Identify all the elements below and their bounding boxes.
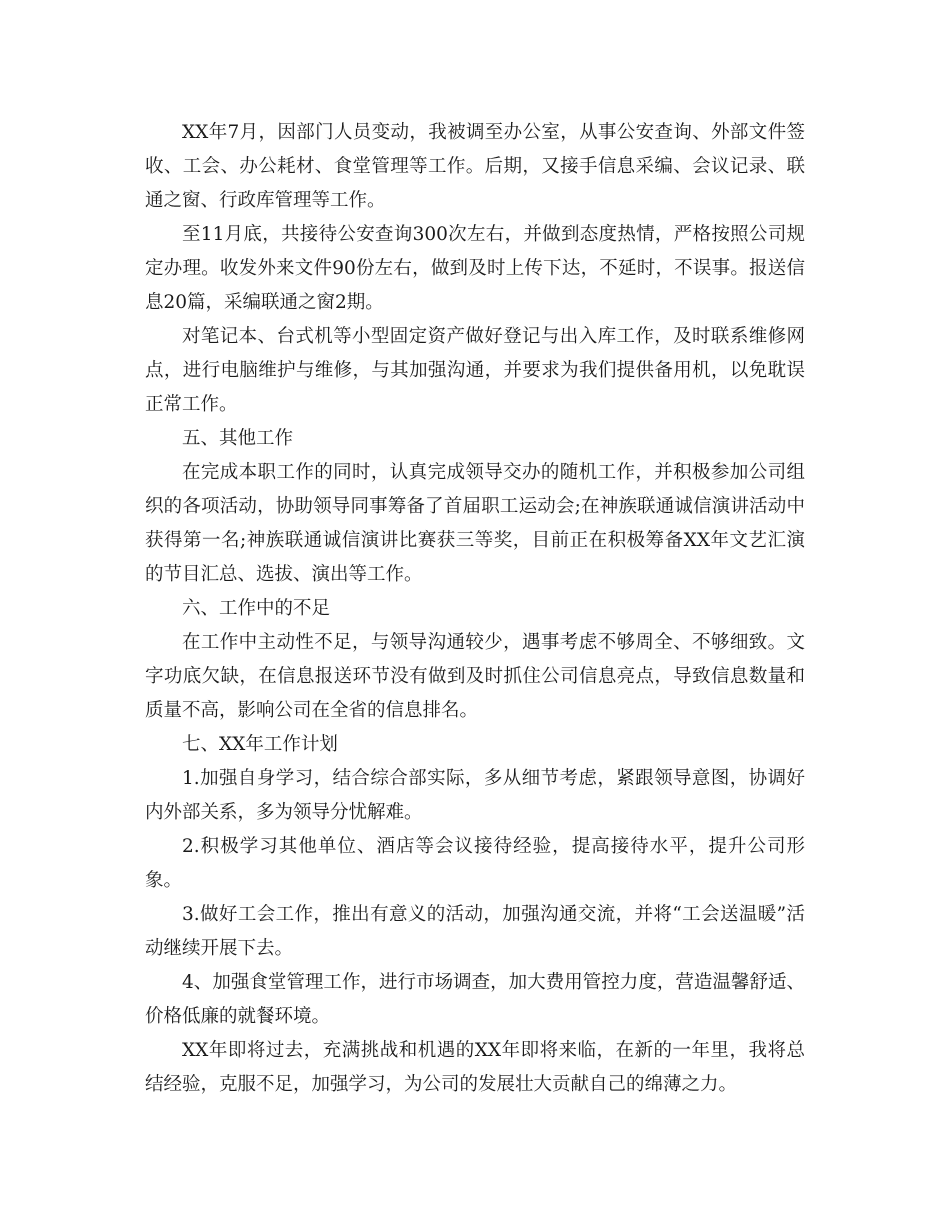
paragraph-work-transfer: XX年7月，因部门人员变动，我被调至办公室，从事公安查询、外部文件签收、工会、办公耗材、食堂管理等工作。后期，又接手信息采编、会议记录、联通之窗、行政库管理等工作。 <box>145 122 805 211</box>
plan-item-1: 1.加强自身学习，结合综合部实际，多从细节考虑，紧跟领导意图，协调好内外部关系，多为领导分忧解难。 <box>145 768 805 823</box>
paragraph-work-stats: 至11月底，共接待公安查询300次左右，并做到态度热情，严格按照公司规定办理。收发外来文件90份左右，做到及时上传下达，不延时，不误事。报送信息20篇，采编联通之窗2期。 <box>145 224 805 313</box>
paragraph-shortcomings: 在工作中主动性不足，与领导沟通较少，遇事考虑不够周全、不够细致。文字功底欠缺，在信息报送环节没有做到及时抓住公司信息亮点，导致信息数量和质量不高，影响公司在全省的信息排名。 <box>145 632 805 721</box>
plan-item-4: 4、加强食堂管理工作，进行市场调查，加大费用管控力度，营造温馨舒适、价格低廉的就餐环境。 <box>145 972 805 1027</box>
plan-item-3: 3.做好工会工作，推出有意义的活动，加强沟通交流，并将“工会送温暖”活动继续开展下去。 <box>145 904 805 959</box>
section-heading-shortcomings: 六、工作中的不足 <box>182 598 331 619</box>
section-heading-work-plan: 七、XX年工作计划 <box>182 734 338 755</box>
plan-item-2: 2.积极学习其他单位、酒店等会议接待经验，提高接待水平，提升公司形象。 <box>145 836 805 891</box>
document-page <box>145 116 805 1102</box>
paragraph-asset-management: 对笔记本、台式机等小型固定资产做好登记与出入库工作，及时联系维修网点，进行电脑维护与维修，与其加强沟通，并要求为我们提供备用机，以免耽误正常工作。 <box>145 326 805 415</box>
section-heading-other-work: 五、其他工作 <box>182 428 294 449</box>
paragraph-conclusion: XX年即将过去，充满挑战和机遇的XX年即将来临，在新的一年里，我将总结经验，克服不足，加强学习，为公司的发展壮大贡献自己的绵薄之力。 <box>145 1040 805 1095</box>
paragraph-other-work: 在完成本职工作的同时，认真完成领导交办的随机工作，并积极参加公司组织的各项活动，协助领导同事筹备了首届职工运动会;在神族联通诚信演讲活动中获得第一名;神族联通诚信演讲比赛获三等奖，目前正在积极筹备XX年文艺汇演的节目汇总、选拔、演出等工作。 <box>145 462 805 585</box>
